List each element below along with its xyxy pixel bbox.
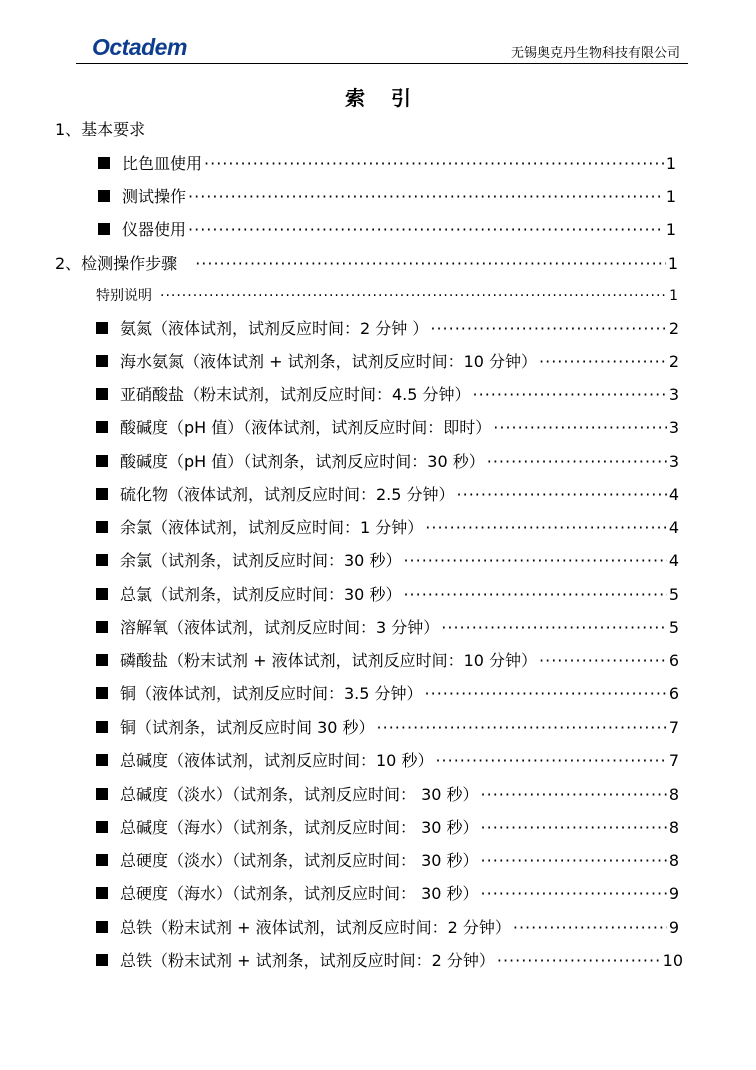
bullet-square-icon (96, 921, 108, 933)
dot-leader (188, 187, 664, 206)
entry-label: 酸碱度（pH 值）（试剂条，试剂反应时间：30 秒） (120, 452, 485, 471)
page-title: 索引 (345, 86, 437, 110)
page-number: 8 (668, 785, 679, 804)
company-logo: Octadem (92, 34, 187, 60)
bullet-square-icon (96, 455, 108, 467)
toc-entry[interactable] (96, 382, 679, 405)
page-number: 8 (668, 851, 679, 870)
toc-entry[interactable] (96, 748, 679, 771)
section-label: 2、检测操作步骤 (55, 254, 178, 273)
dot-leader (403, 585, 666, 604)
page-number: 1 (665, 187, 676, 206)
page-number: 8 (668, 818, 679, 837)
toc-entry[interactable] (96, 715, 679, 738)
page-number: 1 (665, 154, 676, 173)
dot-leader (497, 951, 661, 970)
toc-entry[interactable] (96, 515, 679, 538)
toc-entry[interactable] (96, 782, 679, 805)
entry-label: 铜（试剂条，试剂反应时间 30 秒） (120, 718, 375, 737)
toc-entry[interactable] (98, 217, 676, 240)
dot-leader (441, 618, 667, 637)
bullet-square-icon (96, 788, 108, 800)
dot-leader (430, 319, 666, 338)
dot-leader (377, 718, 667, 737)
toc-entry[interactable] (96, 582, 679, 605)
page-number: 2 (668, 319, 679, 338)
dot-leader (481, 884, 667, 903)
toc-entry[interactable] (96, 948, 683, 971)
toc-entry[interactable] (96, 648, 679, 671)
dot-leader (473, 385, 667, 404)
bullet-square-icon (96, 588, 108, 600)
toc-entry[interactable] (96, 449, 679, 472)
bullet-square-icon (98, 190, 110, 202)
bullet-square-icon (98, 223, 110, 235)
toc-entry[interactable] (96, 681, 679, 704)
entry-label: 总氯（试剂条，试剂反应时间：30 秒） (120, 585, 402, 604)
entry-label: 氨氮（液体试剂，试剂反应时间：2 分钟 ） (120, 319, 429, 338)
toc-entry[interactable] (98, 151, 676, 174)
section-label: 1、基本要求 (55, 120, 146, 139)
toc-entry-special-note[interactable] (96, 285, 678, 305)
entry-label: 总碱度（液体试剂，试剂反应时间：10 秒） (120, 751, 434, 770)
bullet-square-icon (96, 322, 108, 334)
page-number: 3 (668, 418, 679, 437)
page-number: 5 (668, 585, 679, 604)
section-heading-basic-requirements[interactable] (55, 117, 145, 140)
bullet-square-icon (96, 554, 108, 566)
bullet-square-icon (96, 388, 108, 400)
entry-label: 海水氨氮（液体试剂 + 试剂条，试剂反应时间：10 分钟） (120, 352, 538, 371)
dot-leader (425, 518, 667, 537)
toc-entry[interactable] (96, 815, 679, 838)
page-number: 2 (668, 352, 679, 371)
dot-leader (435, 751, 666, 770)
entry-label: 仪器使用 (122, 220, 187, 239)
entry-label: 比色皿使用 (122, 154, 203, 173)
section-heading-procedures[interactable] (55, 251, 678, 274)
bullet-square-icon (96, 654, 108, 666)
page-number: 6 (668, 684, 679, 703)
toc-entry[interactable] (96, 482, 679, 505)
bullet-square-icon (96, 421, 108, 433)
bullet-square-icon (96, 621, 108, 633)
bullet-square-icon (96, 521, 108, 533)
page-header (76, 30, 688, 64)
page-number: 6 (668, 651, 679, 670)
entry-label: 余氯（试剂条，试剂反应时间：30 秒） (120, 551, 402, 570)
dot-leader (513, 918, 667, 937)
bullet-square-icon (96, 954, 108, 966)
entry-label: 测试操作 (122, 187, 187, 206)
bullet-square-icon (96, 687, 108, 699)
page-number: 7 (668, 718, 679, 737)
bullet-square-icon (96, 488, 108, 500)
entry-label: 铜（液体试剂，试剂反应时间：3.5 分钟） (120, 684, 423, 703)
dot-leader (487, 452, 667, 471)
page-number: 9 (668, 918, 679, 937)
entry-label: 酸碱度（pH 值）（液体试剂，试剂反应时间：即时） (120, 418, 492, 437)
bullet-square-icon (96, 821, 108, 833)
dot-leader (195, 254, 666, 273)
entry-label: 总硬度（淡水）（试剂条，试剂反应时间： 30 秒） (120, 851, 479, 870)
toc-entry[interactable] (96, 848, 679, 871)
dot-leader (481, 785, 667, 804)
dot-leader (481, 851, 667, 870)
bullet-square-icon (96, 721, 108, 733)
toc-entry[interactable] (96, 548, 679, 571)
bullet-square-icon (96, 355, 108, 367)
entry-label: 特别说明 (96, 288, 152, 304)
dot-leader (539, 352, 667, 371)
bullet-square-icon (96, 887, 108, 899)
page-number: 9 (668, 884, 679, 903)
bullet-square-icon (96, 754, 108, 766)
page-number: 3 (668, 385, 679, 404)
entry-label: 总铁（粉末试剂 + 液体试剂，试剂反应时间：2 分钟） (120, 918, 511, 937)
entry-label: 硫化物（液体试剂，试剂反应时间：2.5 分钟） (120, 485, 455, 504)
dot-leader (493, 418, 667, 437)
entry-label: 磷酸盐（粉末试剂 + 液体试剂，试剂反应时间：10 分钟） (120, 651, 538, 670)
toc-entry[interactable] (98, 184, 676, 207)
page-number: 10 (662, 951, 683, 970)
toc-entry[interactable] (96, 915, 679, 938)
dot-leader (457, 485, 667, 504)
page-number: 1 (665, 220, 676, 239)
entry-label: 总硬度（海水）（试剂条，试剂反应时间： 30 秒） (120, 884, 479, 903)
dot-leader (204, 154, 664, 173)
page-number: 1 (669, 288, 678, 304)
entry-label: 总铁（粉末试剂 + 试剂条，试剂反应时间：2 分钟） (120, 951, 495, 970)
page-number: 1 (667, 254, 678, 273)
bullet-square-icon (98, 157, 110, 169)
dot-leader (403, 551, 666, 570)
page-number: 4 (668, 485, 679, 504)
bullet-square-icon (96, 854, 108, 866)
page-number: 4 (668, 518, 679, 537)
page-number: 3 (668, 452, 679, 471)
toc-entry[interactable] (96, 349, 679, 372)
entry-label: 总碱度（淡水）（试剂条，试剂反应时间： 30 秒） (120, 785, 479, 804)
entry-label: 余氯（液体试剂，试剂反应时间：1 分钟） (120, 518, 424, 537)
entry-label: 亚硝酸盐（粉末试剂，试剂反应时间：4.5 分钟） (120, 385, 471, 404)
page-number: 4 (668, 551, 679, 570)
page-number: 7 (668, 751, 679, 770)
entry-label: 溶解氧（液体试剂，试剂反应时间：3 分钟） (120, 618, 440, 637)
page-number: 5 (668, 618, 679, 637)
company-name: 无锡奥克丹生物科技有限公司 (510, 46, 680, 61)
dot-leader (160, 288, 667, 304)
dot-leader (481, 818, 667, 837)
toc-entry[interactable] (96, 615, 679, 638)
entry-label: 总碱度（海水）（试剂条，试剂反应时间： 30 秒） (120, 818, 479, 837)
toc-entry[interactable] (96, 415, 679, 438)
dot-leader (188, 220, 664, 239)
dot-leader (539, 651, 667, 670)
dot-leader (425, 684, 667, 703)
toc-entry[interactable] (96, 316, 679, 339)
toc-entry[interactable] (96, 881, 679, 904)
